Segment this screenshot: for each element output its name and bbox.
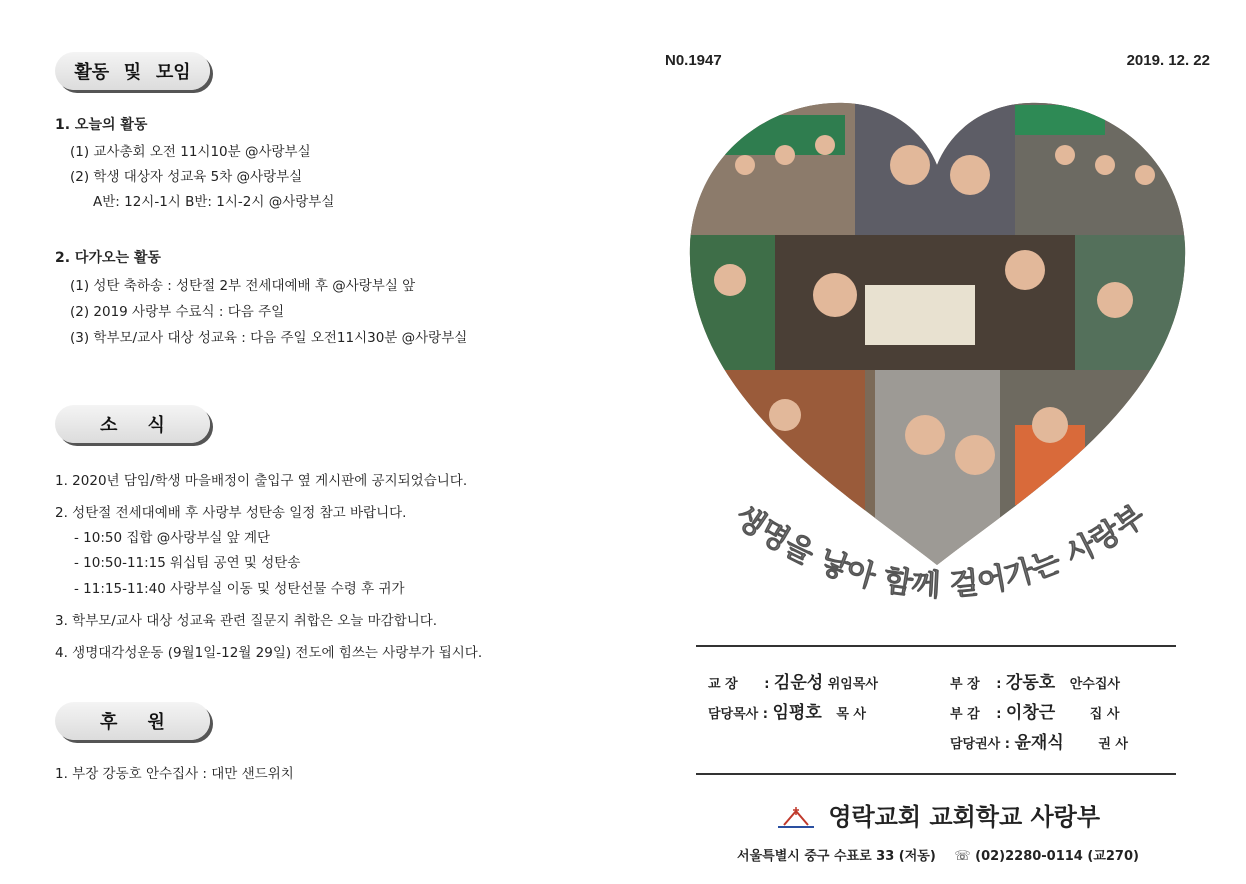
news-item: 4. 생명대각성운동 (9월1일-12월 29일) 전도에 힘쓰는 사랑부가 됩시다. <box>55 645 483 661</box>
staff-title: 안수집사 <box>1069 677 1120 692</box>
staff-name: 김운성 <box>773 673 824 693</box>
staff-role: 부 감 <box>950 707 980 722</box>
staff-title: 집 사 <box>1089 707 1120 722</box>
staff-title: 권 사 <box>1098 737 1128 752</box>
news-subitem: - 10:50-11:15 워십팀 공연 및 성탄송 <box>74 555 301 571</box>
news-item: 1. 2020년 담임/학생 마을배정이 출입구 옆 게시판에 공지되었습니다. <box>55 473 468 489</box>
staff-role: 담당목사 <box>708 707 759 722</box>
list-item: A반: 12시-1시 B반: 1시-2시 @사랑부실 <box>93 194 335 210</box>
section-header-word: 후 <box>100 712 118 733</box>
issue-date: 2019. 12. 22 <box>1126 52 1210 69</box>
slogan-wrap <box>705 495 1175 625</box>
news-subitem: - 11:15-11:40 사랑부실 이동 및 성탄선물 수령 후 귀가 <box>74 581 405 597</box>
list-item: (2) 학생 대상자 성교육 5차 @사랑부실 <box>70 169 303 185</box>
staff-name: 윤재식 <box>1014 733 1064 753</box>
staff-row: 부 감 : 이창근 집 사 <box>950 703 1120 723</box>
staff-name: 임평호 <box>772 703 822 723</box>
address-row <box>630 845 1246 864</box>
church-name-row <box>630 797 1246 832</box>
church-name: 영락교회 교회학교 사랑부 <box>828 803 1101 831</box>
news-item: 2. 성탄절 전세대예배 후 사랑부 성탄송 일정 참고 바랍니다. <box>55 505 407 521</box>
slogan-arc <box>705 495 1175 625</box>
svg-text:생명을 낳아 함께 걸어가는 사랑부 <box>728 499 1151 604</box>
support-item: 1. 부장 강동호 안수집사 : 대만 샌드위치 <box>55 766 294 782</box>
staff-row: 부 장 : 강동호 안수집사 <box>950 673 1120 693</box>
staff-role: 담당권사 <box>950 737 1001 752</box>
list-item: (1) 성탄 축하송 : 성탄절 2부 전세대예배 후 @사랑부실 앞 <box>70 278 416 294</box>
section-header-news <box>55 405 210 443</box>
news-item: 3. 학부모/교사 대상 성교육 관련 질문지 취합은 오늘 마감합니다. <box>55 613 438 629</box>
issue-number: N0.1947 <box>665 52 722 69</box>
section-header-word: 원 <box>147 712 165 733</box>
staff-row: 교 장 : 김운성 위임목사 <box>708 673 878 693</box>
staff-row: 담당권사 : 윤재식 권 사 <box>950 733 1128 753</box>
address: 서울특별시 중구 수표로 33 (저동) <box>737 849 936 864</box>
staff-role: 교 장 <box>708 677 738 692</box>
church-logo-icon <box>776 807 816 829</box>
staff-title: 위임목사 <box>827 677 878 692</box>
section-header-word: 및 <box>123 62 142 83</box>
divider-bottom <box>696 773 1176 775</box>
today-title: 1. 오늘의 활동 <box>55 117 148 133</box>
phone-icon: ☏ <box>954 849 971 864</box>
news-subitem: - 10:50 집합 @사랑부실 앞 계단 <box>74 530 271 546</box>
slogan-text: 생명을 낳아 함께 걸어가는 사랑부 <box>728 498 1152 604</box>
staff-row: 담당목사 : 임평호 목 사 <box>708 703 866 723</box>
phone-number: (02)2280-0114 (교270) <box>975 849 1139 864</box>
section-header-word: 식 <box>147 415 165 436</box>
section-header-word: 활동 <box>74 62 110 83</box>
staff-name: 강동호 <box>1005 673 1056 693</box>
staff-name: 이창근 <box>1005 703 1056 723</box>
section-header-support <box>55 702 210 740</box>
staff-title: 목 사 <box>836 707 866 722</box>
section-header-word: 모임 <box>155 62 191 83</box>
list-item: (1) 교사총회 오전 11시10분 @사랑부실 <box>70 144 311 160</box>
list-item: (3) 학부모/교사 대상 성교육 : 다음 주일 오전11시30분 @사랑부실 <box>70 330 468 346</box>
list-item: (2) 2019 사랑부 수료식 : 다음 주일 <box>70 304 285 320</box>
section-header-word: 소 <box>100 415 118 436</box>
upcoming-title: 2. 다가오는 활동 <box>55 250 161 266</box>
section-header-activities <box>55 52 210 90</box>
right-page <box>630 0 1246 884</box>
divider-top <box>696 645 1176 647</box>
staff-role: 부 장 <box>950 677 980 692</box>
